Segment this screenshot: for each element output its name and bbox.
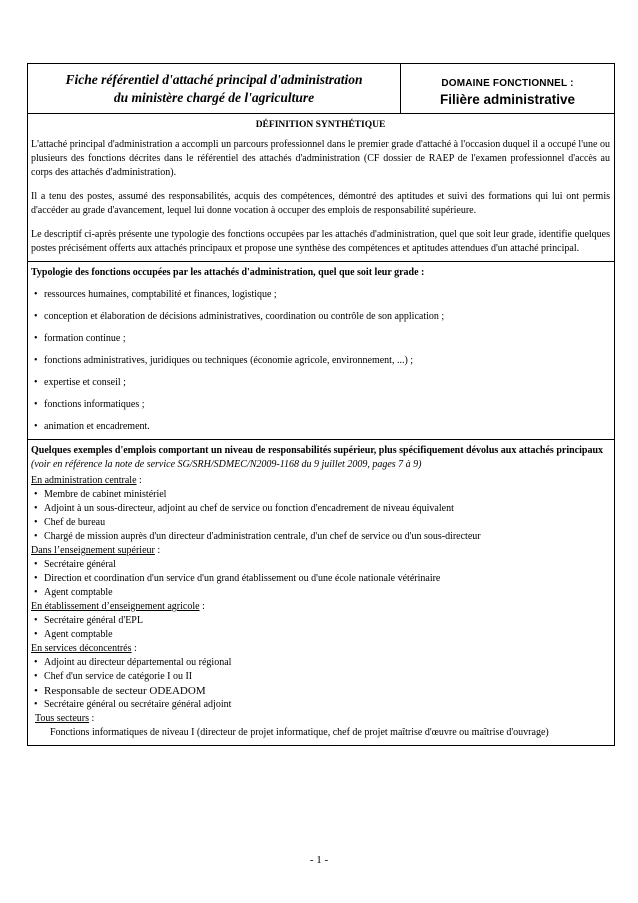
decentralized-heading: En services déconcentrés : [31, 643, 137, 654]
list-item: • Adjoint au directeur départemental ou régional [31, 656, 610, 670]
decentralized-list [31, 656, 610, 712]
list-item: • Secrétaire général d'EPL [31, 614, 610, 628]
list-item: • Chef de bureau [31, 516, 610, 530]
definition-paragraph-1: L'attaché principal d'administration a accompli un parcours professionnel dans le premier grade d'attaché à l'occasion duquel il a occupé l'une ou plusieurs des fonctions décrites dans le référentiel des attachés d'administration (CF dossier de RAEP de l'examen professionnel d'accès au corps des attachés d'administration). [31, 139, 610, 178]
typology-title: Typologie des fonctions occupées par les attachés d'administration, quel que soit leur grade : [31, 267, 425, 278]
definition-section [28, 114, 614, 262]
list-item: • Adjoint à un sous-directeur, adjoint au chef de service ou fonction d'encadrement de niveau équivalent [31, 502, 610, 516]
list-item: • Chef d'un service de catégorie I ou II [31, 670, 610, 684]
title-line-2: du ministère chargé de l'agriculture [113, 89, 315, 105]
list-item: • formation continue ; [31, 332, 610, 346]
higher-ed-list [31, 558, 610, 600]
higher-ed-heading: Dans l’enseignement supérieur : [31, 545, 161, 556]
list-item: • Secrétaire général ou secrétaire général adjoint [31, 698, 610, 712]
examples-reference: (voir en référence la note de service SG/SRH/SDMEC/N2009-1168 du 9 juillet 2009, pages 7 à 9) [31, 459, 422, 470]
list-item: • Membre de cabinet ministériel [31, 488, 610, 502]
list-item: • conception et élaboration de décisions administratives, coordination ou contrôle de son application ; [31, 310, 610, 324]
list-item: • ressources humaines, comptabilité et finances, logistique ; [31, 288, 610, 302]
title-line-1: Fiche référentiel d'attaché principal d'administration [65, 71, 363, 87]
domain-value: Filière administrative [439, 92, 576, 107]
list-item: • animation et encadrement. [31, 420, 610, 434]
list-item: • Responsable de secteur ODEADOM [31, 684, 610, 698]
agri-ed-heading: En établissement d’enseignement agricole : [31, 601, 205, 612]
examples-section [28, 440, 614, 745]
list-item: • expertise et conseil ; [31, 376, 610, 390]
examples-title [31, 444, 610, 472]
domain-box [401, 64, 614, 113]
document-frame [27, 63, 615, 746]
typology-list [31, 288, 610, 434]
list-item: • Direction et coordination d'un service d'un grand établissement ou d'une école nationale vétérinaire [31, 572, 610, 586]
list-item: • Secrétaire général [31, 558, 610, 572]
list-item: • Chargé de mission auprès d'un directeur d'administration centrale, d'un chef de service ou d'un sous-directeur [31, 530, 610, 544]
central-list [31, 488, 610, 544]
central-heading: En administration centrale : [31, 475, 142, 486]
page-number: - 1 - [309, 854, 329, 866]
examples-title-text: Quelques exemples d'emplois comportant un niveau de responsabilités supérieur, plus spécifiquement dévolus aux attachés principaux [31, 445, 604, 456]
list-item: • Agent comptable [31, 586, 610, 600]
domain-label: DOMAINE FONCTIONNEL : [441, 78, 574, 89]
document-header [28, 64, 614, 114]
list-item: • fonctions administratives, juridiques ou techniques (économie agricole, environnement, ...) ; [31, 354, 610, 368]
list-item: • Agent comptable [31, 628, 610, 642]
list-item: • fonctions informatiques ; [31, 398, 610, 412]
document-title [28, 64, 401, 113]
definition-paragraph-2: Il a tenu des postes, assumé des responsabilités, acquis des compétences, démontré des aptitudes et suivi des formations qui lui ont permis d'accéder au grade d'avancement, lequel lui donne vocation à occuper des emplois de responsabilité supérieure. [31, 191, 610, 216]
all-sectors-text: Fonctions informatiques de niveau I (directeur de projet informatique, chef de projet maîtrise d'œuvre ou maîtrise d'ouvrage) [50, 727, 549, 738]
agri-ed-list [31, 614, 610, 642]
definition-paragraph-3: Le descriptif ci-après présente une typologie des fonctions occupées par les attachés d'administration, quel que soit leur grade, identifie quelques postes précisément offerts aux attachés principaux et propose une synthèse des compétences et aptitudes attendues d'un attaché principal. [31, 229, 610, 254]
typology-section [28, 262, 614, 440]
all-sectors-heading: Tous secteurs : [35, 713, 95, 724]
definition-title: DÉFINITION SYNTHÉTIQUE [255, 120, 386, 130]
